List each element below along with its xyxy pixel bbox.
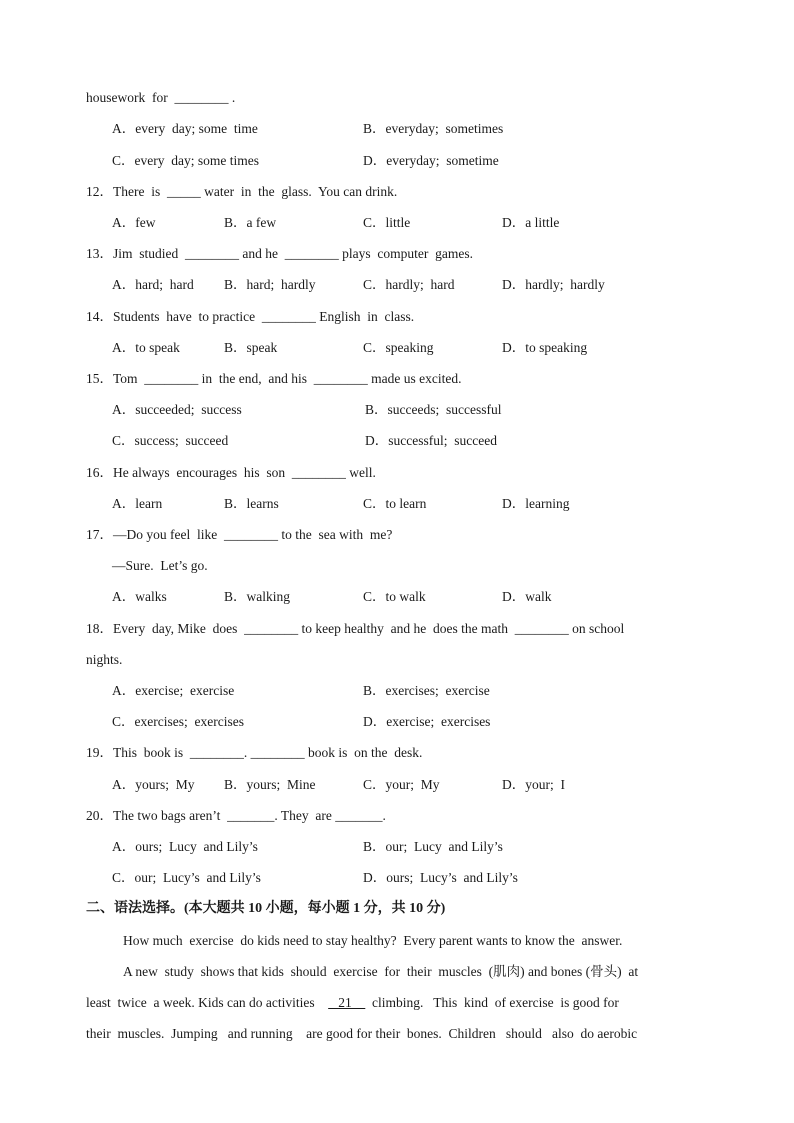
q17-option-c: C．to walk <box>363 589 426 604</box>
q16-option-a: A．learn <box>112 496 163 511</box>
q16-stem: 16．He always encourages his son ________ well. <box>86 465 376 480</box>
q20-option-a: A．ours; Lucy and Lily’s <box>112 839 258 854</box>
passage-line-3 <box>86 994 708 1012</box>
q14-option-c: C．speaking <box>363 340 434 355</box>
q17-option-a: A．walks <box>112 589 167 604</box>
q13-option-b: B．hard; hardly <box>224 277 316 292</box>
passage-line-4: their muscles. Jumping and running are good for their bones. Children should also do aerobic <box>86 1026 638 1041</box>
q17-stem: 17．—Do you feel like ________ to the sea with me? <box>86 527 393 542</box>
q19-stem: 19．This book is ________. ________ book is on the desk. <box>86 745 423 760</box>
q13-option-c: C．hardly; hard <box>363 277 455 292</box>
q18-option-b: B．exercises; exercise <box>363 683 490 698</box>
q11-option-d: D．everyday; sometime <box>363 153 499 168</box>
q18-stem: 18．Every day, Mike does ________ to keep healthy and he does the math ________ on school <box>86 621 625 636</box>
q14-option-b: B．speak <box>224 340 278 355</box>
q19-option-d: D．your; I <box>502 777 565 792</box>
q14-option-a: A．to speak <box>112 340 180 355</box>
q16-option-d: D．learning <box>502 496 570 511</box>
passage-line-2: A new study shows that kids should exercise for their muscles (肌肉) and bones (骨头) at <box>123 964 639 979</box>
q14-option-d: D．to speaking <box>502 340 588 355</box>
q16-option-b: B．learns <box>224 496 279 511</box>
q11-option-c: C．every day; some times <box>112 153 259 168</box>
q20-option-d: D．ours; Lucy’s and Lily’s <box>363 870 518 885</box>
q20-stem: 20．The two bags aren’t _______. They are _______. <box>86 808 386 823</box>
q14-stem: 14．Students have to practice ________ English in class. <box>86 309 415 324</box>
passage-line-1: How much exercise do kids need to stay healthy? Every parent wants to know the answer. <box>123 933 623 948</box>
q12-stem: 12．There is _____ water in the glass. You can drink. <box>86 184 398 199</box>
q17-reply: —Sure. Let’s go. <box>112 558 208 573</box>
q12-option-d: D．a little <box>502 215 560 230</box>
q12-option-a: A．few <box>112 215 156 230</box>
q19-option-c: C．your; My <box>363 777 440 792</box>
passage-line-3-end: climbing. This kind of exercise is good for <box>365 995 619 1010</box>
q15-option-b: B．succeeds; successful <box>365 402 502 417</box>
q19-option-b: B．yours; Mine <box>224 777 316 792</box>
passage-line-3-start: least twice a week. Kids can do activities <box>86 995 329 1010</box>
q13-option-a: A．hard; hard <box>112 277 194 292</box>
q17-option-d: D．walk <box>502 589 552 604</box>
q17-option-b: B．walking <box>224 589 290 604</box>
blank-21: 21 <box>328 995 366 1010</box>
q19-option-a: A．yours; My <box>112 777 195 792</box>
q18-option-d: D．exercise; exercises <box>363 714 491 729</box>
q15-option-d: D．successful; succeed <box>365 433 497 448</box>
q13-stem: 13．Jim studied ________ and he ________ plays computer games. <box>86 246 473 261</box>
q18-option-a: A．exercise; exercise <box>112 683 235 698</box>
q12-option-b: B．a few <box>224 215 277 230</box>
q20-option-c: C．our; Lucy’s and Lily’s <box>112 870 261 885</box>
q20-option-b: B．our; Lucy and Lily’s <box>363 839 503 854</box>
q15-option-a: A．succeeded; success <box>112 402 242 417</box>
q15-stem: 15．Tom ________ in the end, and his ________ made us excited. <box>86 371 462 386</box>
q11-option-a: A．every day; some time <box>112 121 258 136</box>
continued-line: housework for ________ . <box>86 90 236 105</box>
q18-stem-continued: nights. <box>86 652 123 667</box>
q12-option-c: C．little <box>363 215 411 230</box>
q15-option-c: C．success; succeed <box>112 433 229 448</box>
q11-option-b: B．everyday; sometimes <box>363 121 504 136</box>
section-heading: 二、语法选择。(本大题共 10 小题，每小题 1 分，共 10 分) <box>86 901 446 916</box>
q16-option-c: C．to learn <box>363 496 427 511</box>
q13-option-d: D．hardly; hardly <box>502 277 605 292</box>
q18-option-c: C．exercises; exercises <box>112 714 244 729</box>
